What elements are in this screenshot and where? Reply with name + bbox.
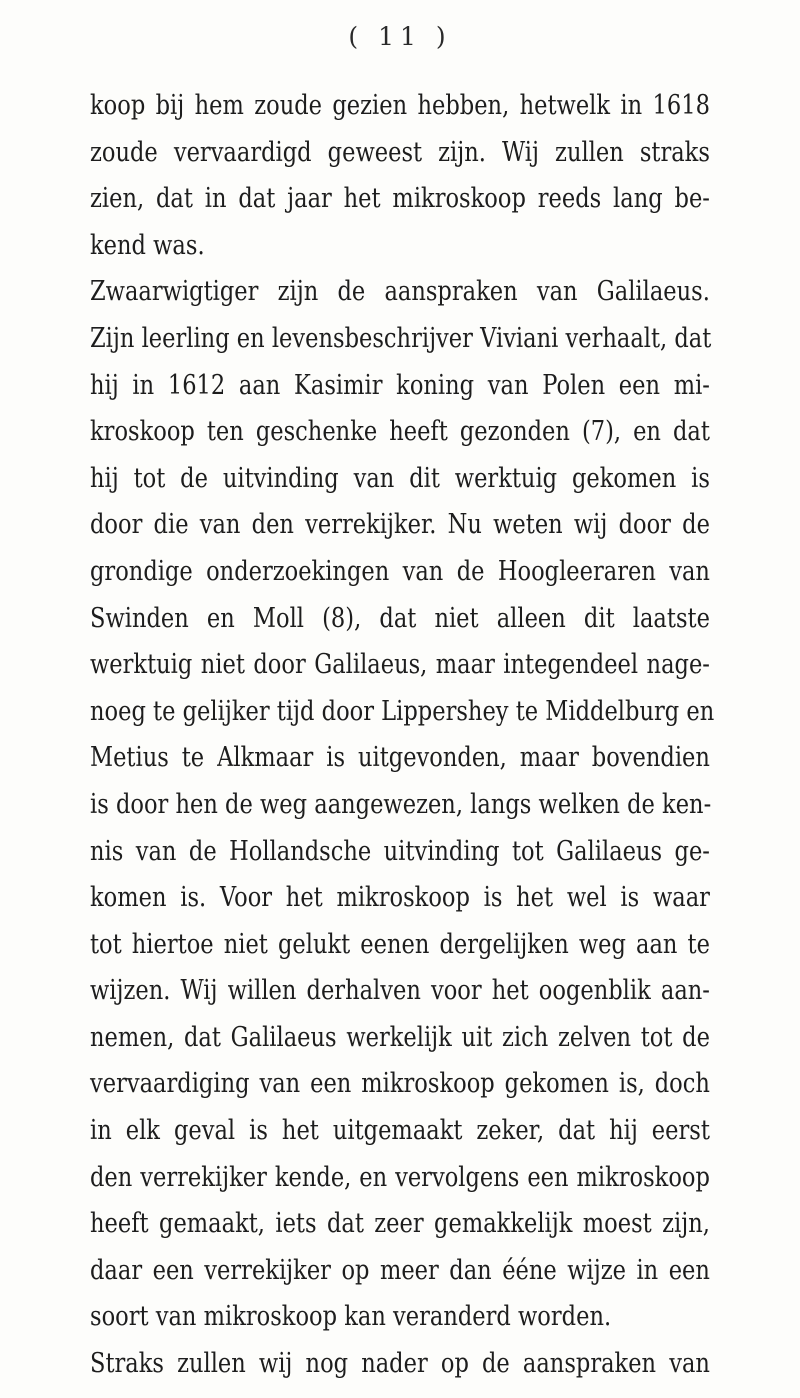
text-line: door die van den verrekijker. Nu weten wij door de [90,508,710,541]
text-line: hij in 1612 aan Kasimir koning van Polen een mi- [90,368,710,401]
text-line: grondige onderzoekingen van de Hoogleeraren van [90,554,710,587]
text-line: zien, dat in dat jaar het mikroskoop reeds lang be- [90,182,710,215]
page-number: ( 11 ) [348,22,452,51]
text-line: noeg te gelijker tijd door Lippershey te Middelburg en [90,694,715,727]
text-line: soort van mikroskoop kan veranderd worden. [90,1300,612,1333]
text-line: heeft gemaakt, iets dat zeer gemakkelijk moest zijn, [90,1207,710,1240]
text-line: hij tot de uitvinding van dit werktuig gekomen is [90,461,710,494]
text-line: tot hiertoe niet gelukt eenen dergelijken weg aan te [90,927,710,960]
text-line: komen is. Voor het mikroskoop is het wel is waar [90,881,710,914]
text-line: kroskoop ten geschenke heeft gezonden (7), en dat [90,415,710,448]
text-line: nis van de Hollandsche uitvinding tot Galilaeus ge- [90,834,710,867]
text-line: wijzen. Wij willen derhalven voor het oogenblik aan- [90,974,710,1007]
text-line: Zwaarwigtiger zijn de aanspraken van Galilaeus. [90,275,710,308]
text-line: Straks zullen wij nog nader op de aanspraken van [90,1347,710,1380]
body-text [90,82,715,1387]
text-line: zoude vervaardigd geweest zijn. Wij zullen straks [90,135,710,168]
text-line: vervaardiging van een mikroskoop gekomen is, doch [90,1067,710,1100]
text-line: Zijn leerling en levensbeschrijver Viviani verhaalt, dat [90,321,712,354]
text-line: koop bij hem zoude gezien hebben, hetwelk in 1618 [90,89,710,121]
text-line: den verrekijker kende, en vervolgens een mikroskoop [90,1160,710,1193]
text-line: werktuig niet door Galilaeus, maar integendeel nage- [90,648,710,681]
text-line: Swinden en Moll (8), dat niet alleen dit laatste [90,601,710,634]
text-line: nemen, dat Galilaeus werkelijk uit zich zelven tot de [90,1020,710,1053]
text-line: daar een verrekijker op meer dan ééne wijze in een [90,1253,710,1286]
text-line: Metius te Alkmaar is uitgevonden, maar bovendien [90,741,710,774]
text-line: in elk geval is het uitgemaakt zeker, dat hij eerst [90,1114,710,1147]
text-line: is door hen de weg aangewezen, langs welken de ken- [90,787,712,820]
text-line: kend was. [90,228,205,261]
